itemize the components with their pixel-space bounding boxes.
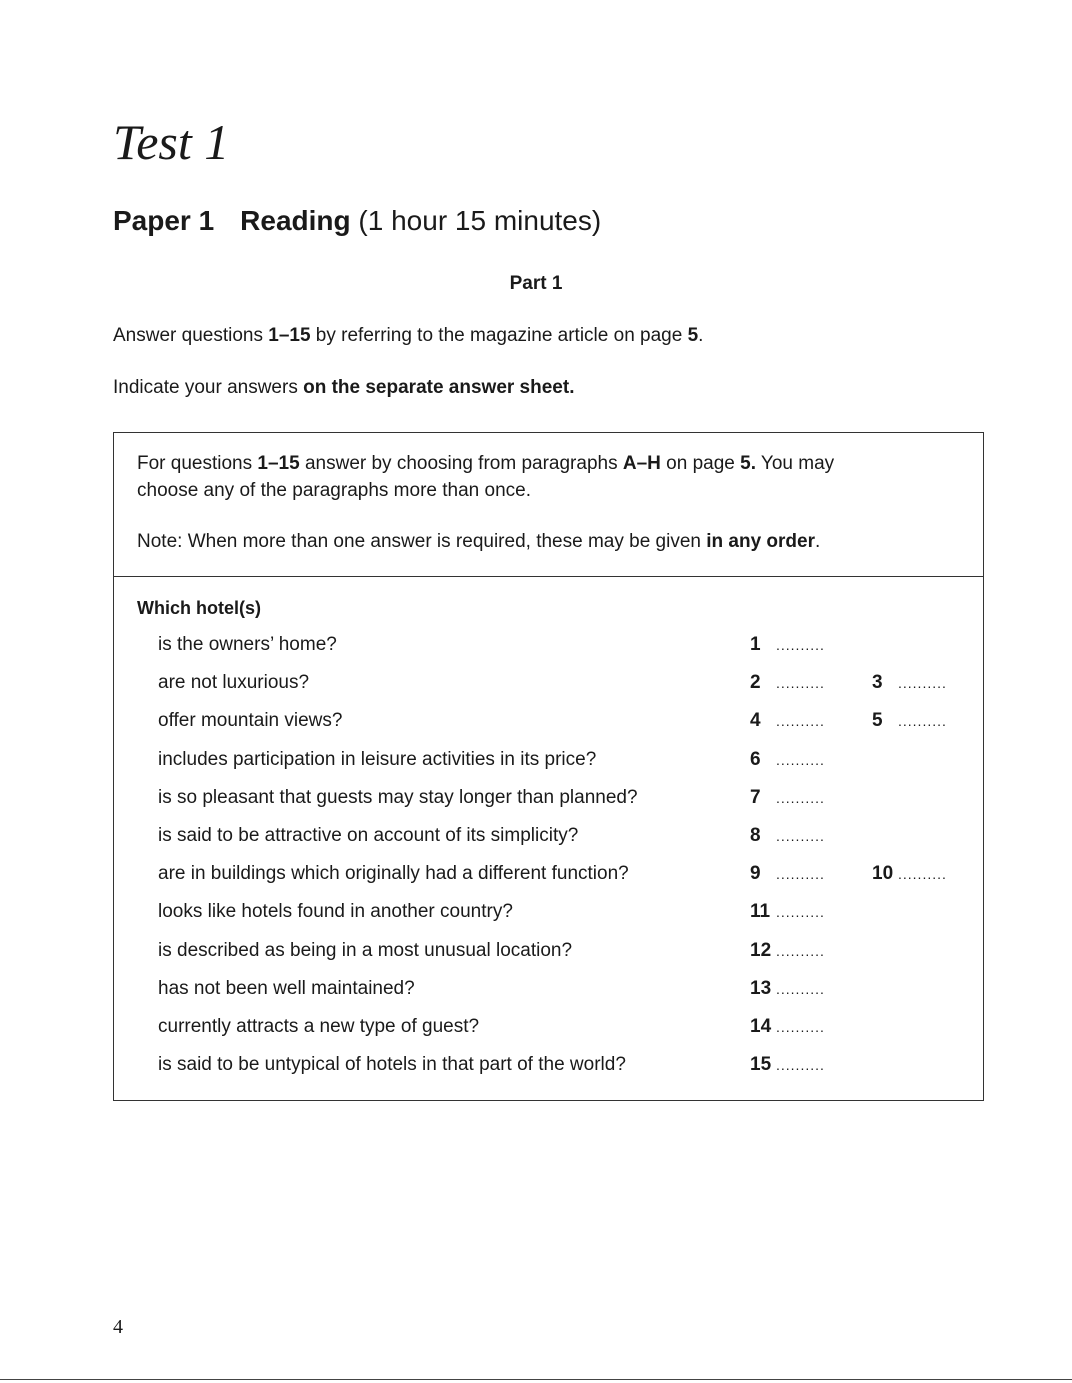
- answer-blank[interactable]: ..........: [776, 828, 825, 844]
- instruction-text: Answer questions: [113, 325, 269, 346]
- answer-blank[interactable]: ..........: [776, 980, 825, 997]
- answer-slot[interactable]: [750, 862, 825, 886]
- answer-number: 12: [750, 939, 772, 961]
- box-note: [137, 528, 820, 555]
- question-row: [114, 939, 983, 969]
- question-row: [114, 900, 983, 930]
- question-box: [113, 432, 984, 1101]
- answer-number: 3: [872, 672, 883, 694]
- answer-number: 15: [750, 1054, 772, 1076]
- question-stem: Which hotel(s): [137, 598, 261, 618]
- answer-number: 6: [750, 748, 761, 770]
- instruction-text: Indicate your answers: [113, 377, 304, 398]
- note-text: Note: When more than one answer is required, these may be given: [137, 531, 707, 552]
- answer-number: 10: [872, 863, 894, 885]
- instruction-questions: [113, 324, 703, 348]
- question-row: [114, 1053, 983, 1083]
- question-text: offer mountain views?: [158, 710, 343, 732]
- instruction-emphasis: on the separate answer sheet.: [303, 377, 575, 398]
- question-row: [114, 786, 983, 816]
- box-intro: [137, 450, 834, 504]
- part-title: Part 1: [509, 273, 563, 294]
- answer-blank[interactable]: ..........: [776, 866, 825, 883]
- answer-blank[interactable]: ..........: [776, 637, 825, 653]
- note-emphasis: in any order: [706, 531, 815, 552]
- answer-blank[interactable]: ..........: [776, 675, 825, 692]
- instruction-text: by referring to the magazine article on page: [310, 325, 688, 346]
- intro-text: on page: [660, 453, 741, 474]
- answer-number: 5: [872, 710, 883, 732]
- question-text: is so pleasant that guests may stay longer than planned?: [158, 786, 638, 808]
- question-row: [114, 977, 983, 1007]
- question-text: is said to be untypical of hotels in that part of the world?: [158, 1054, 626, 1076]
- answer-slot[interactable]: [750, 671, 825, 695]
- answer-blank[interactable]: ..........: [776, 1019, 825, 1035]
- answer-slot[interactable]: [750, 977, 825, 1001]
- answer-number: 8: [750, 825, 761, 846]
- page-number: 4: [113, 1316, 123, 1338]
- question-text: has not been well maintained?: [158, 977, 415, 999]
- answer-number: 11: [750, 901, 771, 923]
- question-text: includes participation in leisure activities in its price?: [158, 748, 597, 770]
- answer-slot[interactable]: [872, 709, 947, 733]
- answer-slot[interactable]: [750, 786, 825, 810]
- test-title: Test 1: [113, 114, 230, 170]
- instruction-text: .: [698, 325, 704, 346]
- answer-blank[interactable]: ..........: [776, 904, 825, 921]
- answer-blank[interactable]: ..........: [776, 751, 825, 768]
- answer-slot[interactable]: [750, 709, 825, 733]
- answer-number: 2: [750, 672, 761, 694]
- paper-duration: (1 hour 15 minutes): [358, 205, 602, 236]
- question-row: [114, 633, 983, 663]
- paper-subject: Reading: [240, 205, 351, 236]
- intro-page: 5.: [740, 453, 756, 474]
- answer-number: 14: [750, 1016, 772, 1037]
- question-text: is described as being in a most unusual location?: [158, 939, 573, 961]
- answer-blank[interactable]: ..........: [776, 942, 825, 959]
- question-text: is the owners’ home?: [158, 634, 337, 655]
- paper-label: Paper 1: [113, 205, 215, 236]
- answer-slot[interactable]: [872, 671, 947, 695]
- question-row: [114, 709, 983, 739]
- answer-blank[interactable]: ..........: [898, 713, 947, 730]
- question-range: 1–15: [268, 325, 311, 346]
- intro-text: For questions: [137, 453, 258, 474]
- intro-text: choose any of the paragraphs more than once.: [137, 480, 531, 501]
- question-row: [114, 862, 983, 892]
- question-row: [114, 1015, 983, 1045]
- answer-slot[interactable]: [750, 900, 825, 924]
- bottom-rule: [0, 1379, 1072, 1380]
- answer-slot[interactable]: [750, 824, 825, 848]
- intro-paragraphs: A–H: [622, 453, 661, 474]
- instruction-answer-sheet: [113, 376, 574, 400]
- answer-number: 13: [750, 977, 772, 999]
- answer-slot[interactable]: [750, 1015, 825, 1039]
- question-text: is said to be attractive on account of its simplicity?: [158, 825, 579, 846]
- question-text: currently attracts a new type of guest?: [158, 1016, 480, 1037]
- page-reference: 5: [687, 325, 699, 346]
- answer-number: 7: [750, 786, 761, 808]
- answer-number: 1: [750, 634, 761, 655]
- question-row: [114, 671, 983, 701]
- answer-blank[interactable]: ..........: [776, 713, 825, 730]
- intro-range: 1–15: [257, 453, 300, 474]
- answer-slot[interactable]: [750, 1053, 825, 1077]
- question-row: [114, 824, 983, 854]
- answer-blank[interactable]: ..........: [776, 789, 825, 806]
- question-text: are in buildings which originally had a different function?: [158, 863, 629, 885]
- answer-slot[interactable]: [872, 862, 947, 886]
- answer-slot[interactable]: [750, 939, 825, 963]
- answer-slot[interactable]: [750, 633, 825, 657]
- intro-text: You may: [755, 453, 835, 474]
- answer-blank[interactable]: ..........: [898, 675, 947, 692]
- answer-blank[interactable]: ..........: [898, 866, 947, 883]
- question-row: [114, 748, 983, 778]
- box-divider: [114, 576, 983, 577]
- intro-text: answer by choosing from paragraphs: [299, 453, 623, 474]
- answer-number: 4: [750, 710, 761, 732]
- question-text: are not luxurious?: [158, 672, 310, 694]
- answer-number: 9: [750, 863, 761, 885]
- answer-blank[interactable]: ..........: [776, 1057, 825, 1074]
- note-text: .: [815, 531, 821, 552]
- paper-heading: [113, 203, 601, 239]
- answer-slot[interactable]: [750, 748, 825, 772]
- question-text: looks like hotels found in another country?: [158, 901, 513, 923]
